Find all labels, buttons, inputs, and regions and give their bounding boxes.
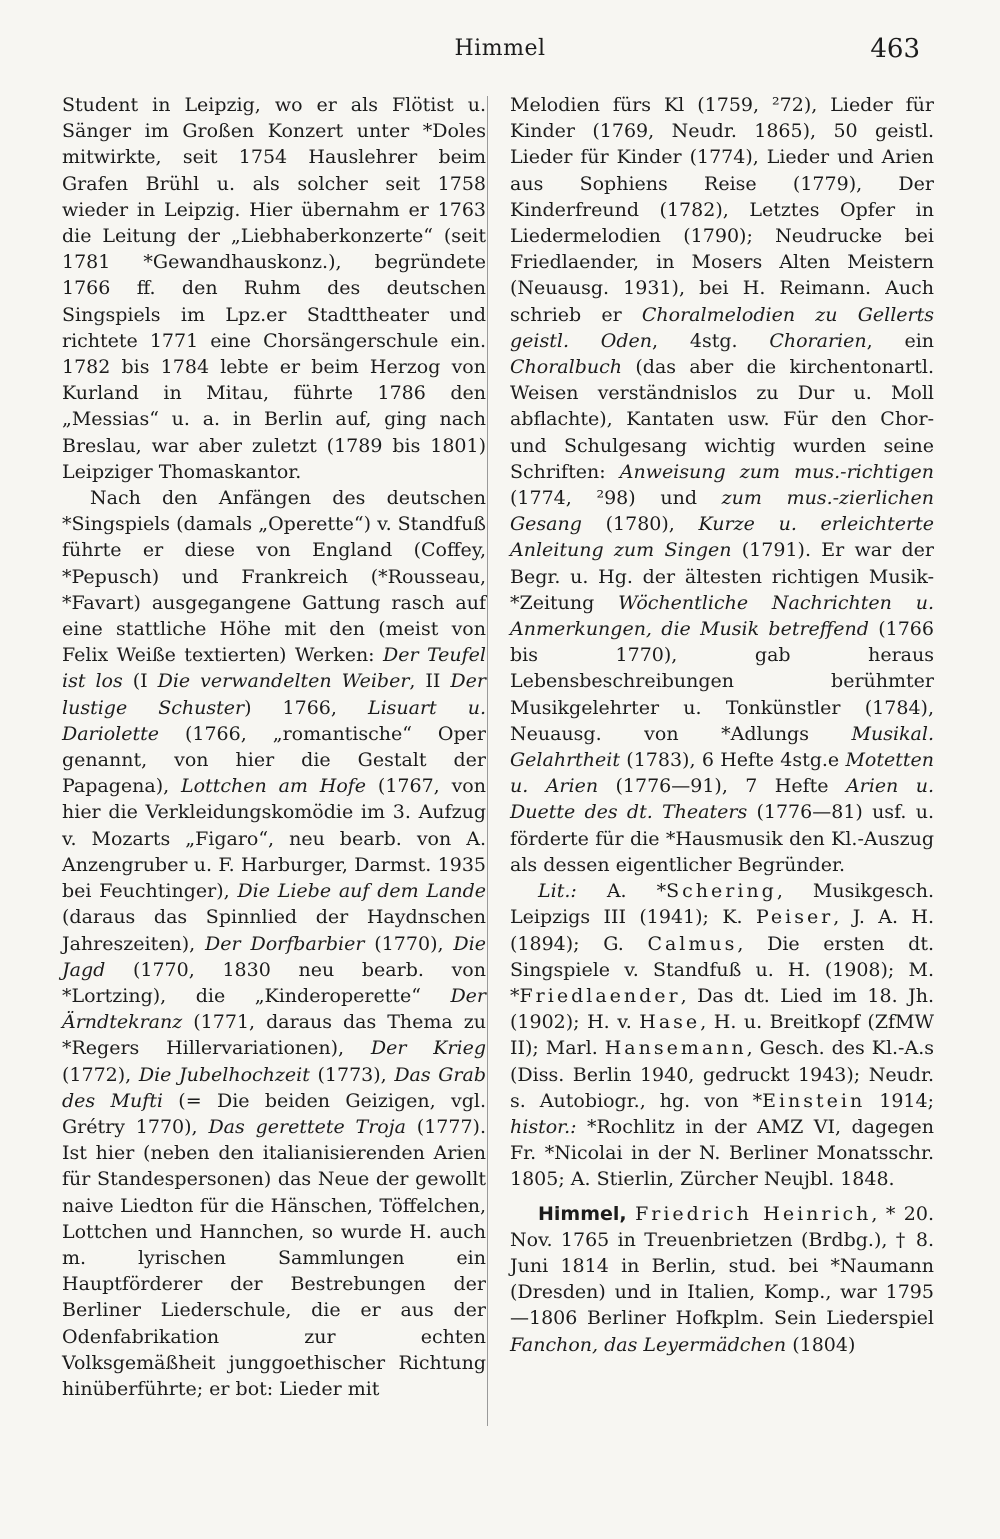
work-title: Das Grab des Mufti: [62, 1063, 487, 1112]
author-name: Peiser: [755, 906, 834, 929]
text-run: , H. u. Breitkopf (ZfMW II); Marl.: [510, 1011, 934, 1060]
author-name: Calmus: [647, 932, 738, 955]
author-name: Hansemann: [604, 1037, 747, 1060]
text-run: (1780),: [581, 513, 699, 536]
text-run: (= Die beiden Geizigen, vgl. Grétry 1770),: [62, 1089, 486, 1138]
paragraph-hiller-singspiel: [62, 485, 486, 1402]
work-title: Choralbuch: [510, 356, 622, 379]
running-title: Himmel: [454, 36, 546, 61]
text-run: (1767, von hier die Verkleidungskomödie im 3. Aufzug v. Mozarts „Figaro“, neu bearb. von A. Anzengruber u. F. Harburger, Darmst. 1935 bei Feuchtinger),: [62, 775, 486, 903]
work-title: Lisuart u. Dariolette: [62, 696, 486, 745]
work-title: Die verwandelten Weiber: [157, 670, 410, 693]
work-title: Arien u. Duette des dt. Theaters: [510, 775, 934, 824]
work-title: Fanchon, das Leyermädchen: [510, 1333, 787, 1356]
work-title: Wöchentliche Nachrichten u. Anmerkungen, die Musik betreffend: [510, 591, 934, 641]
text-run: (1771, daraus das Thema zu *Regers Hillervariationen),: [62, 1011, 486, 1060]
headword: Himmel,: [538, 1202, 627, 1225]
work-title: Der Teufel ist los: [62, 644, 487, 693]
page-number: 463: [870, 34, 920, 64]
work-title: Motetten u. Arien: [510, 749, 934, 798]
author-name: Friedlaender: [519, 984, 681, 1007]
work-title: Choralmelodien zu Gellerts geistl. Oden: [510, 303, 934, 352]
text-run: (das aber die kirchentonartl. Weisen verständnislos zu Dur u. Moll abflachte), Kantaten usw. Für den Chor- und Schulgesang wichtig wurden seine Schriften:: [510, 356, 934, 483]
text-run: , * 20. Nov. 1765 in Treuenbrietzen (Brdbg.), † 8. Juni 1814 in Berlin, stud. bei *Naumann (Dresden) und in Italien, Komp., war 1795—1806 Berliner Hofkplm. Sein Liederspiel: [510, 1202, 934, 1330]
text-run: , J. A. H. (1894); G.: [510, 906, 934, 955]
work-title: Der Krieg: [370, 1037, 486, 1060]
literature-paragraph: [510, 878, 934, 1192]
text-run: (1774, ²98) und: [510, 487, 722, 510]
text-run: A. *: [576, 880, 667, 903]
text-run: (1766 bis 1770), gab heraus Lebensbeschreibungen berühmter Musikgelehrter u. Tonkünstler (1784), Neuausg. von *Adlungs: [510, 618, 934, 745]
text-run: , Gesch. des Kl.-A.s (Diss. Berlin 1940, gedruckt 1943); Neudr. s. Autobiogr., hg. von *: [510, 1037, 934, 1112]
text-run: (1777). Ist hier (neben den italianisierenden Arien für Standespersonen) das Neue der gewollt naive Liedton für die Hänschen, Töffelchen, Lottchen und Hannchen, so wurde H. auch m. lyrischen Sammlungen ein Hauptförderer der Bestrebungen der Berliner Liederschule, die er aus der Odenfabrikation zur echten Volksgemäßheit junggoethischer Richtung hinüberführte; er bot: Lieder mit: [62, 1115, 487, 1400]
text-run: (1783), 6 Hefte 4stg.e: [619, 749, 846, 772]
text-run: (1776—91), 7 Hefte: [598, 775, 846, 798]
work-title: Kurze u. erleichterte Anleitung zum Singen: [510, 513, 934, 562]
work-title: Die Jagd: [62, 932, 486, 981]
work-title: Der lustige Schuster: [62, 670, 486, 719]
text-run: , Musikgesch. Leipzigs III (1941); K.: [510, 880, 935, 929]
entry-himmel: [510, 1201, 934, 1358]
histor-label: histor.:: [510, 1115, 577, 1138]
author-name: Hase: [639, 1011, 701, 1034]
given-names: Friedrich Heinrich: [635, 1202, 872, 1225]
work-title: Die Liebe auf dem Lande: [237, 880, 486, 903]
text-run: (1772),: [62, 1063, 139, 1086]
text-run: (1776—81) usf. u. förderte für die *Hausmusik den Kl.-Auszug als dessen eigentlicher Begründer.: [510, 801, 934, 876]
work-title: Lottchen am Hofe: [181, 775, 367, 798]
text-run: (1773),: [309, 1063, 395, 1086]
work-title: Musikal. Gelahrtheit: [510, 722, 934, 772]
text-run: (1804): [786, 1333, 856, 1356]
lit-label: Lit.:: [538, 880, 577, 903]
text-run: (1770, 1830 neu bearb. von *Lortzing), die „Kinderoperette“: [62, 958, 486, 1007]
text-run: ) 1766,: [244, 696, 368, 719]
text-run: *Rochlitz in der AMZ VI, dagegen Fr. *Nicolai in der N. Berliner Monatsschr. 1805; A. Stierlin, Zürcher Neujbl. 1848.: [510, 1115, 934, 1191]
author-name: Einstein: [762, 1089, 866, 1112]
text-run: Melodien fürs Kl (1759, ²72), Lieder für Kinder (1769, Neudr. 1865), 50 geistl. Lieder für Kinder (1774), Lieder und Arien aus Sophiens Reise (1779), Der Kinderfreund (1782), Letztes Opfer in Liedermelodien (1790); Neudrucke bei Friedlaender, in Mosers Alten Meistern (Neuausg. 1931), bei H. Reimann. Auch schrieb er: [510, 94, 934, 326]
work-title: Der Dorfbarbier: [205, 932, 365, 955]
left-column: [62, 92, 486, 1402]
text-run: (I: [122, 670, 158, 693]
text-run: , Das dt. Lied im 18. Jh. (1902); H. v.: [510, 984, 934, 1034]
author-name: Schering: [666, 880, 777, 903]
text-run: (1791). Er war der Begr. u. Hg. der ältesten richtigen Musik-*Zeitung: [510, 539, 934, 614]
text-run: [627, 1203, 635, 1225]
work-title: Das gerettete Troja: [208, 1115, 406, 1138]
text-run: , II: [409, 670, 451, 693]
text-run: Nach den Anfängen des deutschen *Singspiels (damals „Operette“) v. Standfuß führte er diese von England (Coffey, *Pepusch) und Frankreich (*Rousseau, *Favart) ausgegangene Gattung rasch auf eine stattliche Höhe mit den (meist von Felix Weiße textierten) Werken:: [62, 487, 486, 667]
column-divider: [487, 96, 488, 1426]
text-run: (1770),: [364, 932, 454, 955]
text-run: (daraus das Spinnlied der Haydnschen Jahreszeiten),: [62, 906, 486, 955]
work-title: Der Ärndtekranz: [62, 984, 486, 1034]
text-run: (1766, „romantische“ Oper genannt, von hier die Gestalt der Papagena),: [62, 722, 486, 798]
work-title: Chorarien: [769, 329, 867, 352]
text-run: 1914;: [865, 1089, 935, 1112]
work-title: Anweisung zum mus.-richtigen: [619, 460, 934, 483]
work-title: zum mus.-zierlichen Gesang: [510, 487, 934, 536]
text-run: , Die ersten dt. Singspiele v. Standfuß u. H. (1908); M. *: [510, 932, 934, 1007]
work-title: Die Jubelhochzeit: [138, 1063, 310, 1086]
right-column: [510, 92, 934, 1358]
text-run: , 4stg.: [652, 329, 770, 352]
text-run: , ein: [866, 329, 935, 352]
paragraph-hiller-biography: Student in Leipzig, wo er als Flötist u. Sänger im Großen Konzert unter *Doles mitwirkte, seit 1754 Hauslehrer beim Grafen Brühl u. als solcher seit 1758 wieder in Leipzig. Hier übernahm er 1763 die Leitung der „Liebhaberkonzerte“ (seit 1781 *Gewandhauskonz.), begründete 1766 ff. den Ruhm des deutschen Singspiels im Lpz.er Stadttheater und richtete 1771 eine Chorsängerschule ein. 1782 bis 1784 lebte er beim Herzog von Kurland in Mitau, führte 1786 den „Messias“ u. a. in Berlin auf, ging nach Breslau, war aber zuletzt (1789 bis 1801) Leipziger Thomaskantor.: [62, 94, 486, 483]
paragraph-hiller-works: [510, 92, 934, 878]
